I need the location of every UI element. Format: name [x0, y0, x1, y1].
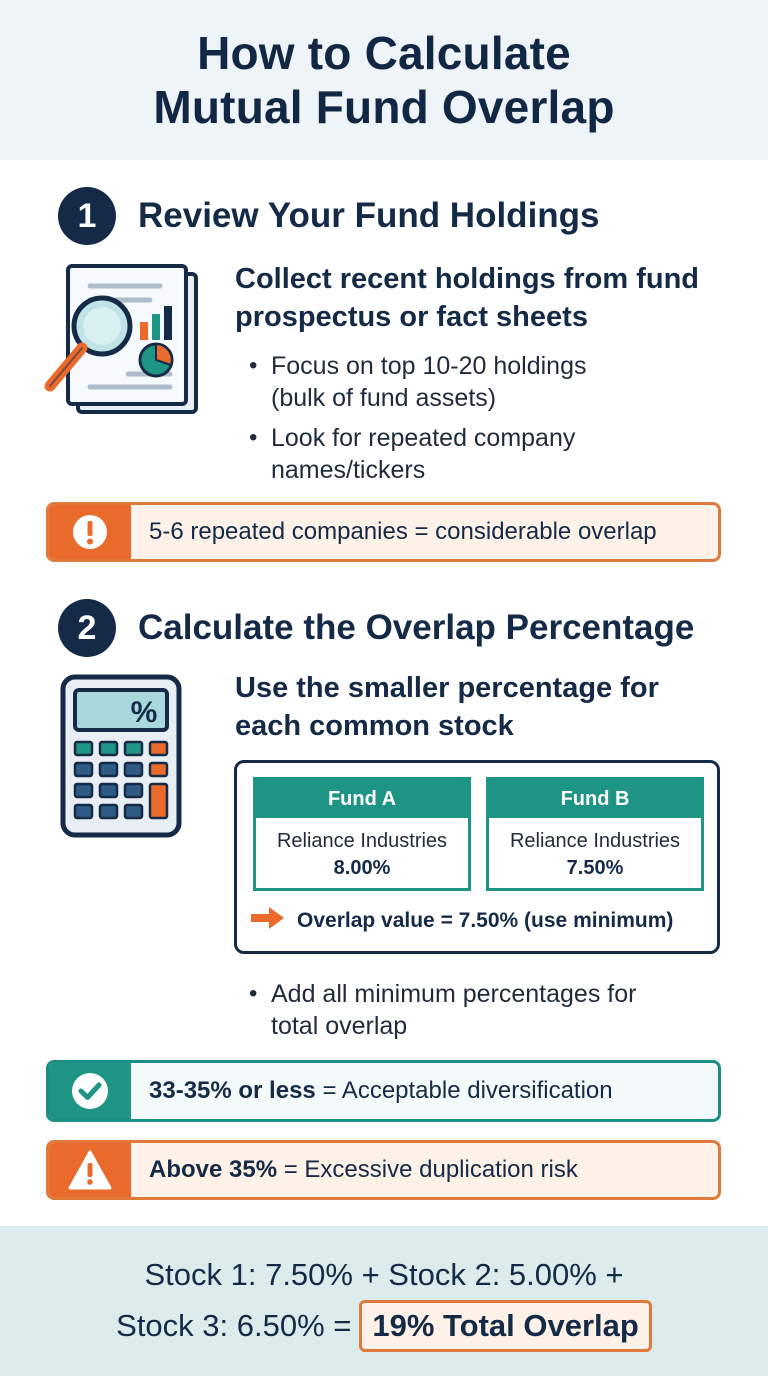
step2-bullet-list: [245, 978, 636, 1050]
checkmark-icon: [49, 1063, 131, 1119]
total-overlap-badge: 19% Total Overlap: [359, 1300, 651, 1352]
step1-lead: [235, 260, 699, 336]
footer-line2-prefix: Stock 3: 6.50% =: [116, 1308, 352, 1343]
bullet-line: total overlap: [271, 1012, 408, 1040]
step2-number: 2: [58, 599, 116, 657]
threshold-warn-rest: = Excessive duplication risk: [277, 1156, 578, 1183]
arrow-right-icon: [251, 906, 285, 935]
step1-number: 1: [58, 187, 116, 245]
calculator-icon: [60, 674, 182, 843]
calculation-footer: [0, 1226, 768, 1376]
list-item: [245, 422, 587, 486]
acceptable-threshold-alert: [46, 1060, 721, 1122]
fund-b-card: [486, 777, 704, 891]
step1-lead-line2: prospectus or fact sheets: [235, 301, 588, 333]
bullet-line: • Focus on top 10-20 holdings: [271, 352, 587, 380]
warning-triangle-icon: [49, 1143, 131, 1197]
fund-a-card: [253, 777, 471, 891]
fund-a-label: Fund A: [256, 780, 468, 818]
step1-title: Review Your Fund Holdings: [138, 196, 600, 235]
threshold-ok-rest: = Acceptable diversification: [315, 1077, 613, 1104]
bullet-line: (bulk of fund assets): [271, 384, 497, 412]
step2-heading: [58, 599, 694, 657]
step2-lead-line2: each common stock: [235, 710, 514, 742]
footer-line1: Stock 1: 7.50% + Stock 2: 5.00% +: [144, 1257, 624, 1292]
list-item: [245, 350, 587, 414]
bullet-line: • Look for repeated company: [271, 424, 576, 452]
fund-b-percent: 7.50%: [566, 857, 624, 879]
step1-heading: [58, 187, 600, 245]
fund-a-stock: Reliance Industries: [276, 830, 448, 852]
alert-text: 5-6 repeated companies = considerable overlap: [149, 518, 657, 545]
exclamation-icon: [49, 505, 131, 559]
fund-a-percent: 8.00%: [333, 857, 391, 879]
step1-bullet-list: [245, 350, 587, 494]
document-magnifier-chart-icon: [40, 262, 205, 422]
page-title-line2: Mutual Fund Overlap: [153, 81, 615, 133]
threshold-ok-bold: 33-35% or less: [149, 1077, 316, 1104]
step2-lead-line1: Use the smaller percentage for: [235, 672, 659, 704]
step2-lead: [235, 669, 659, 745]
bullet-line: • Add all minimum percentages for: [271, 980, 637, 1008]
list-item: [245, 978, 636, 1042]
excessive-threshold-text: [131, 1143, 718, 1197]
bullet-line: names/tickers: [271, 456, 426, 484]
excessive-threshold-alert: [46, 1140, 721, 1200]
step1-lead-line1: Collect recent holdings from fund: [235, 263, 700, 295]
acceptable-threshold-text: [131, 1063, 718, 1119]
overlap-row: [251, 906, 673, 935]
calculator-symbol: %: [130, 696, 158, 729]
fund-b-label: Fund B: [489, 780, 701, 818]
repeated-companies-alert: [46, 502, 721, 562]
fund-b-stock: Reliance Industries: [509, 830, 681, 852]
fund-comparison-box: [234, 760, 720, 954]
footer-line2: [116, 1300, 652, 1352]
step2-title: Calculate the Overlap Percentage: [138, 608, 695, 647]
page-title-line1: How to Calculate: [197, 27, 571, 79]
overlap-value-text: Overlap value = 7.50% (use minimum): [297, 908, 674, 932]
page-header: [0, 0, 768, 160]
threshold-warn-bold: Above 35%: [149, 1156, 278, 1183]
